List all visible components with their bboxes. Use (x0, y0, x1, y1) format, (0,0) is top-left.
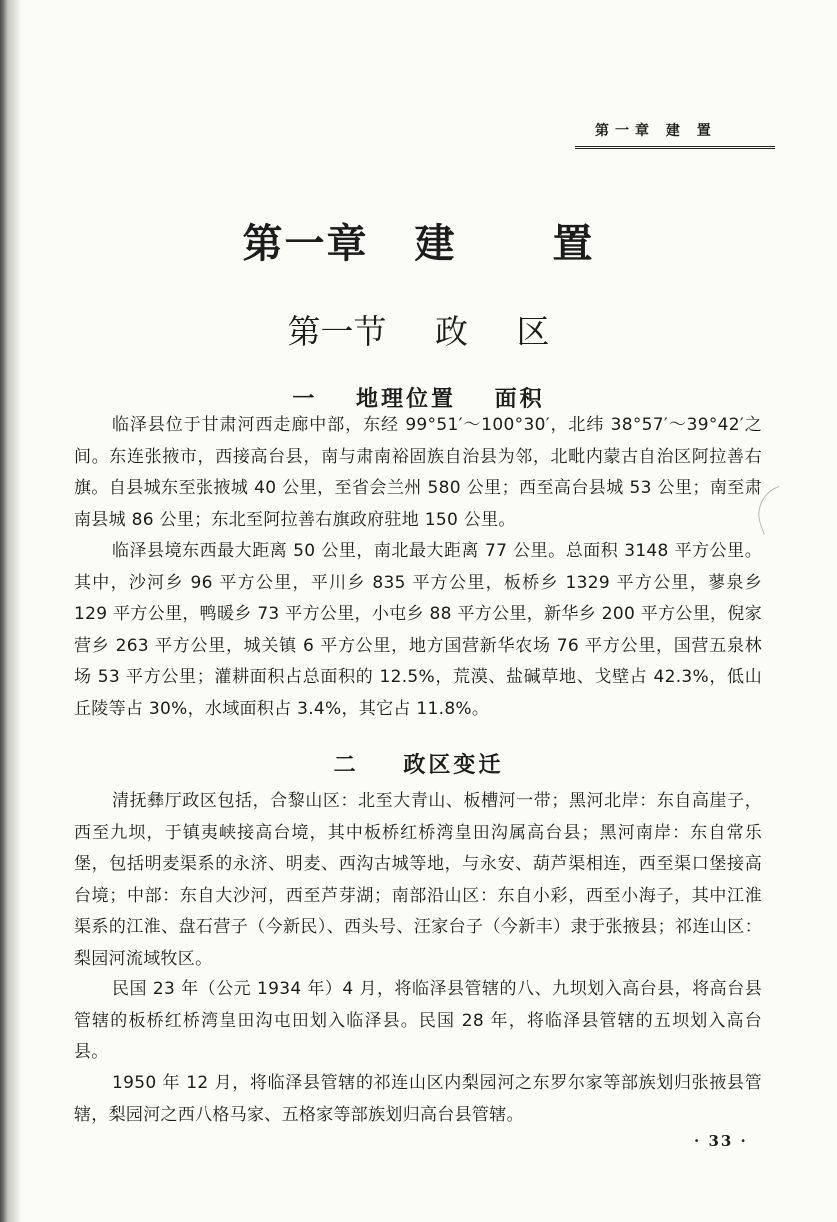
page-number: · 33 · (694, 1132, 748, 1150)
chapter-title (0, 212, 837, 269)
paragraph-area: 临泽县境东西最大距离 50 公里，南北最大距离 77 公里。总面积 3148 平方公里。其中，沙河乡 96 平方公里，平川乡 835 平方公里，板桥乡 1329 平方公里，蓼泉乡 129 平方公里，鸭暖乡 73 平方公里，小屯乡 88 平方公里，新华乡 200 平方公里，倪家营乡 263 平方公里，城关镇 6 平方公里，地方国营新华农场 76 平方公里，国营五泉林场 53 平方公里；灌耕面积占总面积的 12.5%，荒漠、盐碱草地、戈壁占 42.3%，低山丘陵等占 30%，水域面积占 3.4%，其它占 11.8%。 (74, 541, 762, 719)
paragraph-qing-district: 清抚彝厅政区包括，合黎山区：北至大青山、板槽河一带；黑河北岸：东自高崖子，西至九坝，于镇夷峡接高台境，其中板桥红桥湾皇田沟属高台县；黑河南岸：东自常乐堡，包括明麦渠系的永济、明麦、西沟古城等地，与永安、葫芦渠相连，西至渠口堡接高台境；中部：东自大沙河，西至芦芽湖；南部沿山区：东自小彩，西至小海子，其中江淮渠系的江淮、盘石营子（今新民）、西头号、汪家台子（今新丰）隶于张掖县；祁连山区：梨园河流域牧区。 (74, 791, 762, 969)
chapter-title-word-2: 置 (552, 220, 595, 267)
section-title: 第一节 政 区 (287, 312, 550, 351)
subsection-title-history: 二 政区变迁 (333, 752, 504, 778)
running-header: 第一章 建 置 (575, 120, 775, 149)
binding-shadow (0, 0, 22, 1222)
paragraph-location: 临泽县位于甘肃河西走廊中部，东经 99°51′～100°30′，北纬 38°57′～39°42′之间。东连张掖市，西接高台县，南与肃南裕固族自治县为邻，北毗内蒙古自治区阿拉善右旗。自县城东至张掖城 40 公里，至省会兰州 580 公里；西至高台县城 53 公里；南至肃南县城 86 公里；东北至阿拉善右旗政府驻地 150 公里。 (74, 415, 762, 530)
chapter-title-word-1: 建 (414, 220, 457, 267)
chapter-title-number: 第一章 (242, 220, 369, 267)
paragraph-republic-era: 民国 23 年（公元 1934 年）4 月，将临泽县管辖的八、九坝划入高台县，将高台县管辖的板桥红桥湾皇田沟屯田划入临泽县。民国 28 年，将临泽县管辖的五坝划入高台县。 (74, 979, 762, 1062)
paragraph-1950: 1950 年 12 月，将临泽县管辖的祁连山区内梨园河之东罗尔家等部族划归张掖县管辖，梨园河之西八格马家、五格家等部族划归高台县管辖。 (74, 1073, 762, 1125)
subsection-title-location: 一 地理位置 面积 (292, 386, 545, 412)
